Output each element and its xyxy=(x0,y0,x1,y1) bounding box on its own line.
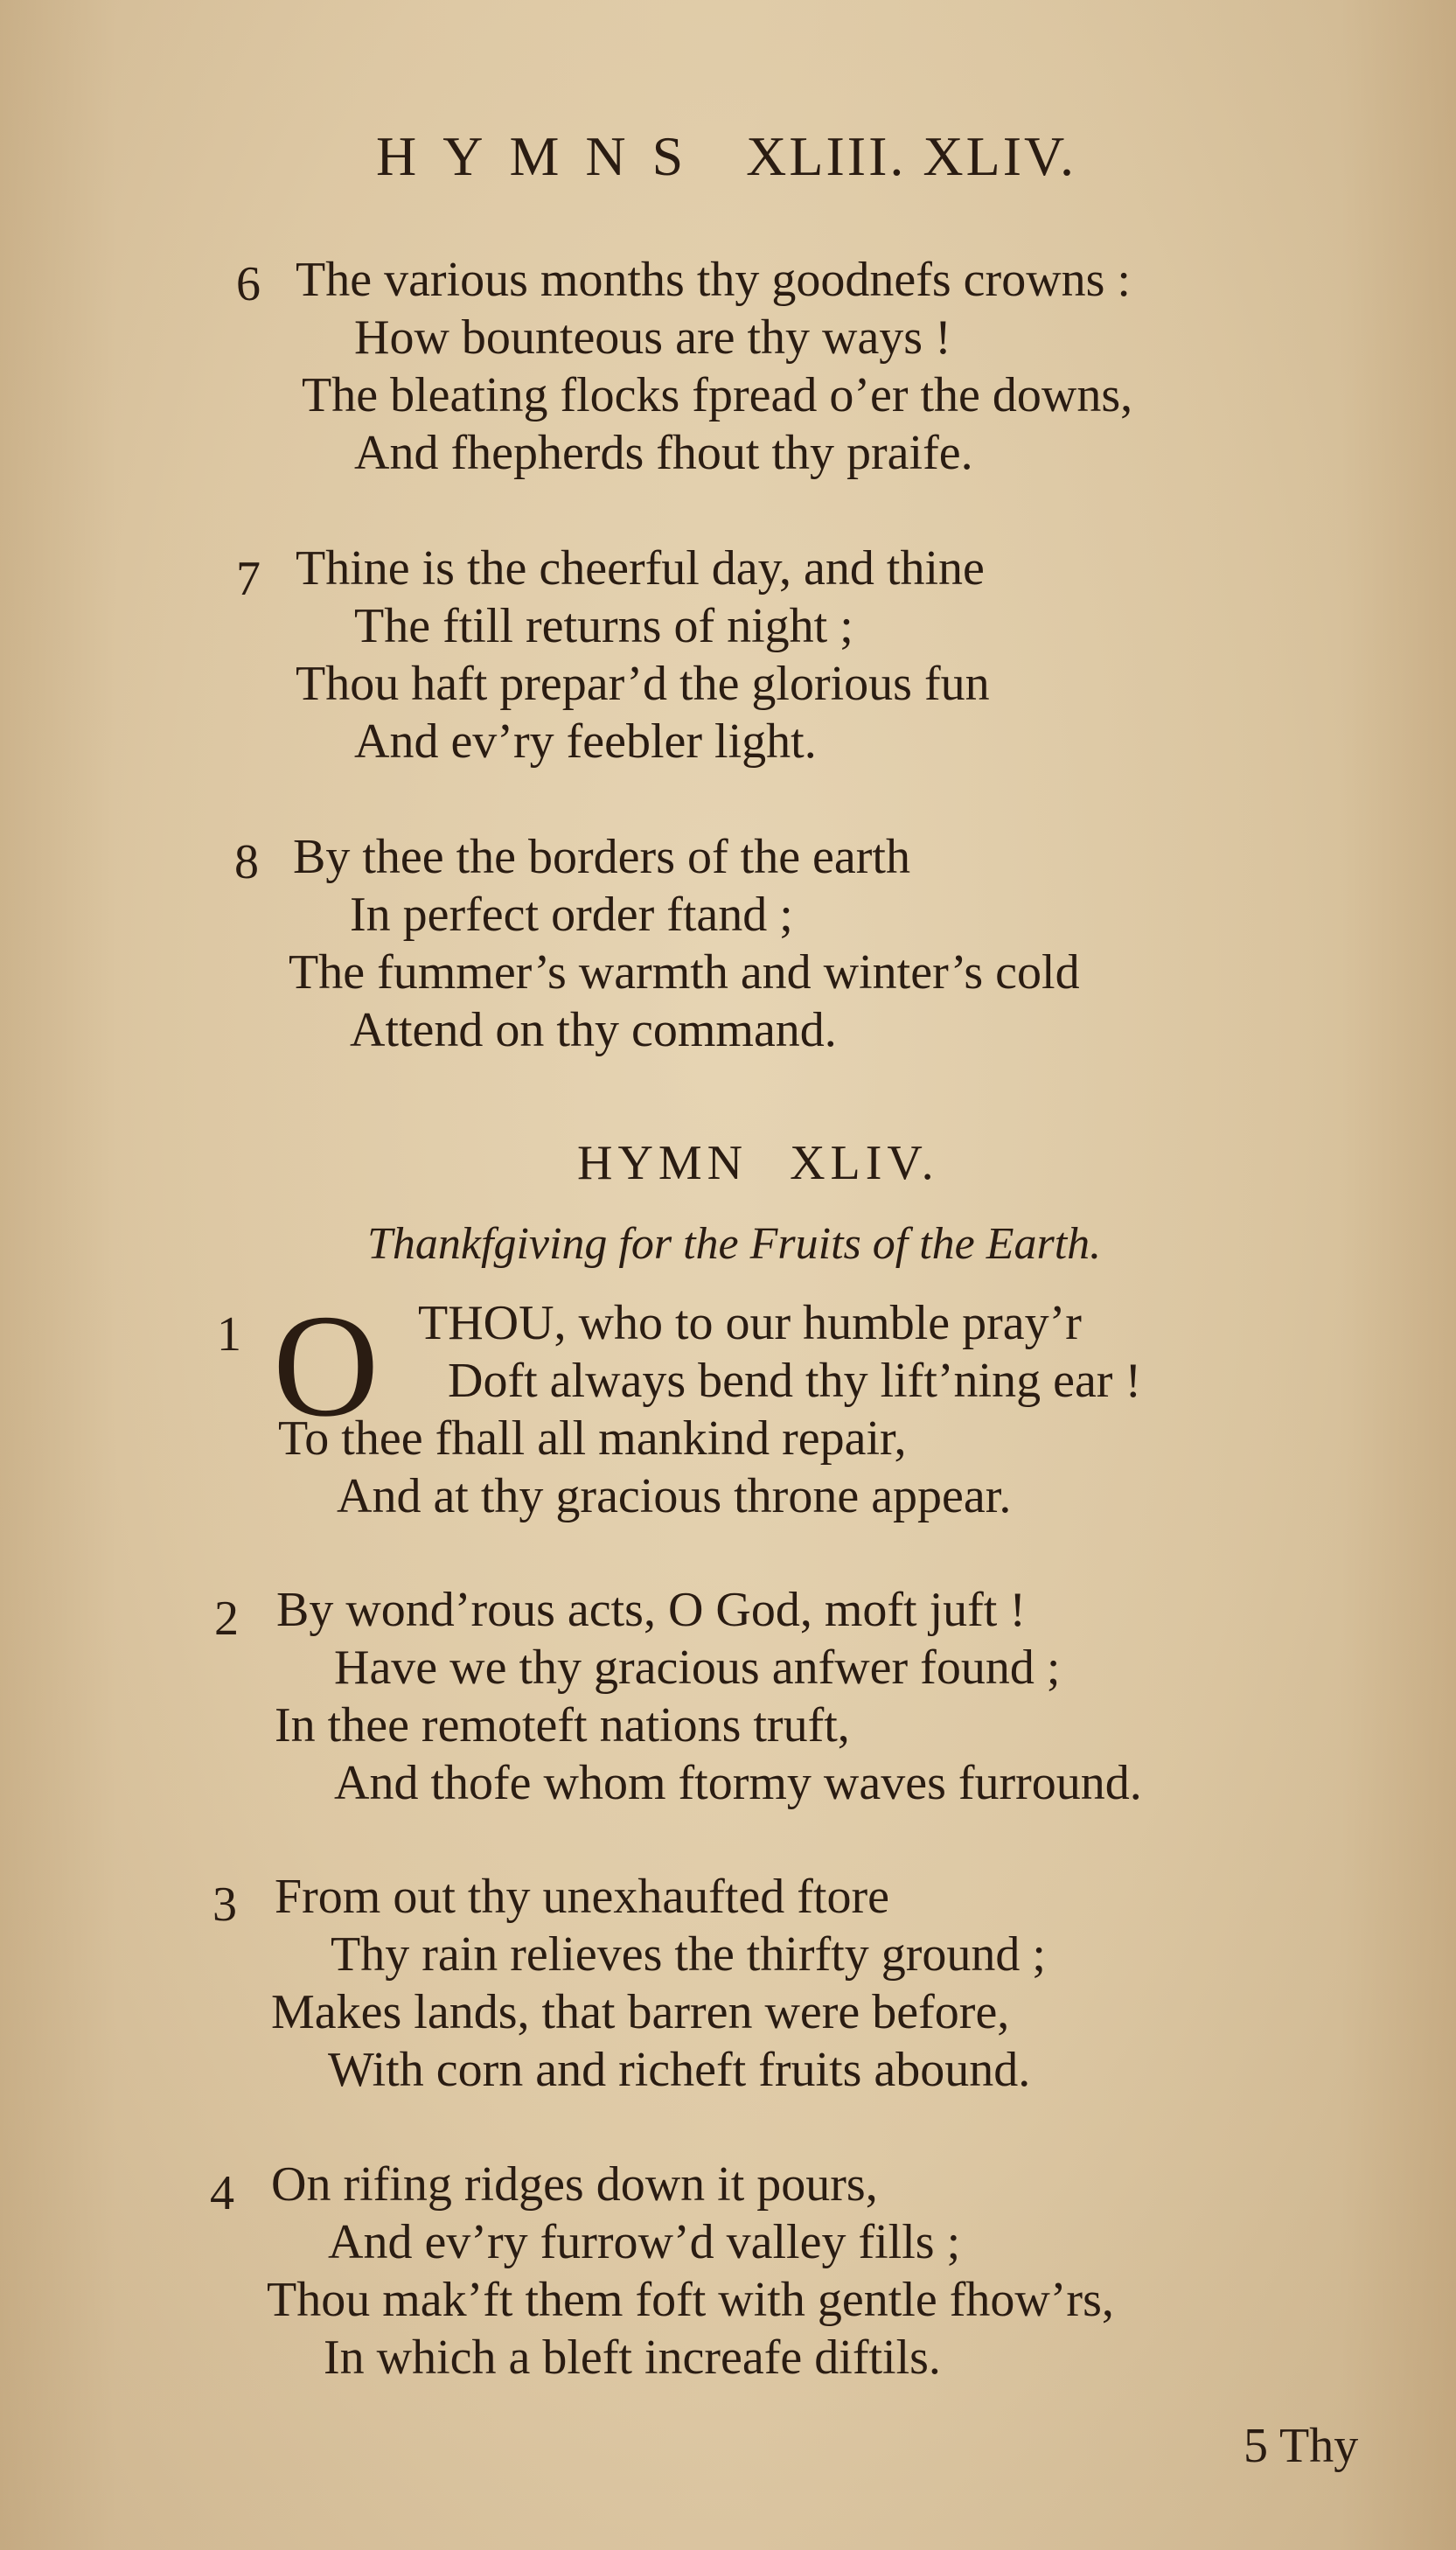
verse-line: In thee remoteft nations truft, xyxy=(275,1698,850,1752)
verse-line: On rifing ridges down it pours, xyxy=(271,2157,878,2212)
hymn-title: HYMN XLIV. xyxy=(577,1136,939,1190)
verse-number: 4 xyxy=(210,2166,234,2220)
verse-line: The various months thy goodnefs crowns : xyxy=(296,253,1131,307)
verse-line: Doft always bend thy lift’ning ear ! xyxy=(448,1354,1142,1408)
verse-number: 1 xyxy=(217,1307,241,1362)
verse-line: And ev’ry feebler light. xyxy=(354,714,817,769)
verse-line: Thy rain relieves the thirfty ground ; xyxy=(331,1927,1046,1982)
verse-line: And ev’ry furrow’d valley fills ; xyxy=(328,2215,961,2269)
verse-number: 6 xyxy=(236,257,261,311)
verse-number: 2 xyxy=(214,1592,239,1646)
verse-line: In perfect order ftand ; xyxy=(350,888,793,942)
verse-line: To thee fhall all mankind repair, xyxy=(278,1411,907,1466)
verse-line: From out thy unexhaufted ftore xyxy=(275,1870,889,1924)
verse-line: And at thy gracious throne appear. xyxy=(337,1469,1012,1523)
verse-line: And fhepherds fhout thy praife. xyxy=(354,426,973,480)
drop-cap: O xyxy=(273,1285,380,1447)
verse-line: And thofe whom ftormy waves furround. xyxy=(334,1756,1142,1810)
running-head-hymn-numbers: XLIII. XLIV. xyxy=(746,125,1076,187)
verse-line: Thou mak’ft them foft with gentle fhow’rs, xyxy=(267,2273,1114,2327)
verse-line: Attend on thy command. xyxy=(350,1003,837,1057)
verse-line: By wond’rous acts, O God, moft juft ! xyxy=(276,1583,1027,1637)
verse-line: Makes lands, that barren were before, xyxy=(271,1985,1010,2039)
running-head xyxy=(376,124,1076,189)
verse-line: By thee the borders of the earth xyxy=(293,830,910,884)
verse-line: In which a bleft increafe diftils. xyxy=(324,2331,941,2385)
running-head-title: HYMNS xyxy=(376,125,710,187)
verse-line: Thine is the cheerful day, and thine xyxy=(296,541,985,596)
verse-number: 7 xyxy=(236,552,261,606)
verse-line: The ftill returns of night ; xyxy=(354,599,853,653)
verse-line: The bleating flocks fpread o’er the downs, xyxy=(302,368,1133,422)
catchword: 5 Thy xyxy=(1244,2419,1359,2473)
verse-line: The fummer’s warmth and winter’s cold xyxy=(289,945,1080,1000)
verse-line: THOU, who to our humble pray’r xyxy=(418,1296,1082,1350)
verse-line: With corn and richeft fruits abound. xyxy=(328,2043,1031,2097)
verse-number: 3 xyxy=(212,1878,237,1932)
verse-line: Have we thy gracious anfwer found ; xyxy=(334,1641,1061,1695)
verse-number: 8 xyxy=(234,835,259,889)
verse-line: How bounteous are thy ways ! xyxy=(354,310,951,365)
hymn-subtitle: Thankfgiving for the Fruits of the Earth. xyxy=(367,1219,1102,1269)
verse-line: Thou haft prepar’d the glorious fun xyxy=(296,657,990,711)
